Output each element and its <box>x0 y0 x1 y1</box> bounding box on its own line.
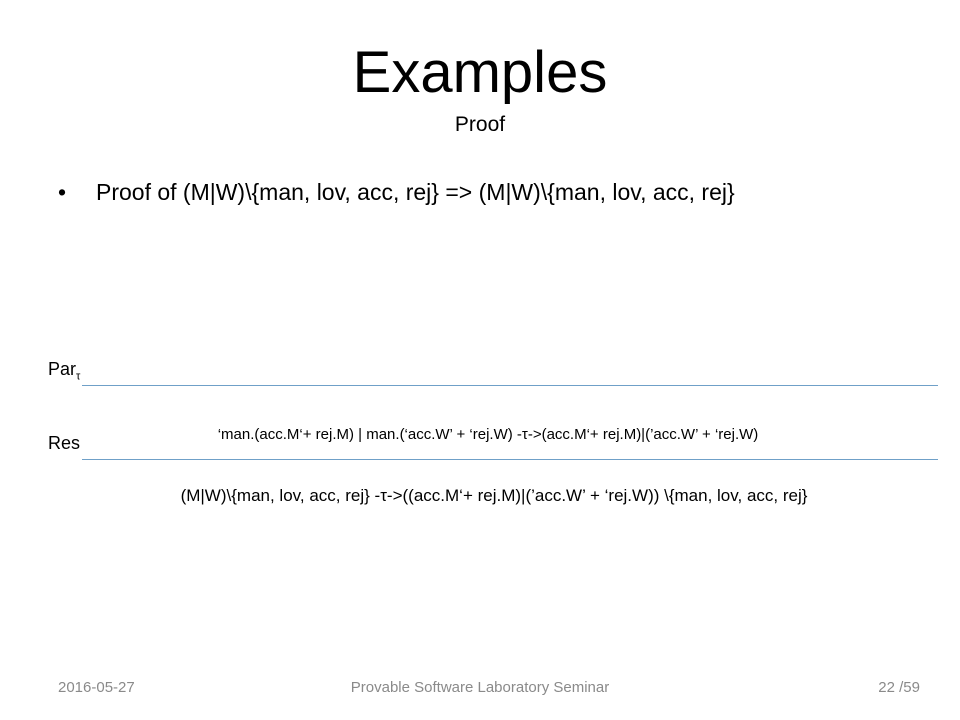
footer-page-number <box>878 678 920 698</box>
par-label-text: Par <box>48 359 77 379</box>
bullet-icon: • <box>58 179 67 205</box>
res-rule-label: Res <box>48 433 81 453</box>
par-inference-line <box>82 385 938 386</box>
footer-date: 2016-05-27 <box>58 679 135 696</box>
slide-subtitle: Proof <box>454 113 506 136</box>
res-inference-line <box>82 459 938 460</box>
slide-title: Examples <box>352 40 608 105</box>
bullet-text: Proof of (M|W)\{man, lov, acc, rej} => (M|W)\{man, lov, acc, rej} <box>96 179 735 205</box>
page-total: /59 <box>899 679 920 696</box>
par-rule-label <box>48 358 80 388</box>
page-current: 22 <box>878 679 895 696</box>
footer-title: Provable Software Laboratory Seminar <box>350 679 610 696</box>
premise-formula: ‘man.(acc.M‘+ rej.M) | man.(‘acc.W’ + ‘rej.W) -τ->(acc.M‘+ rej.M)|(’acc.W’ + ‘rej.W) <box>217 426 759 443</box>
conclusion-formula: (M|W)\{man, lov, acc, rej} -τ->((acc.M‘+ rej.M)|(’acc.W’ + ‘rej.W)) \{man, lov, acc, rej} <box>180 486 808 505</box>
bullet-item <box>58 174 735 210</box>
par-label-subscript: τ <box>76 370 81 383</box>
